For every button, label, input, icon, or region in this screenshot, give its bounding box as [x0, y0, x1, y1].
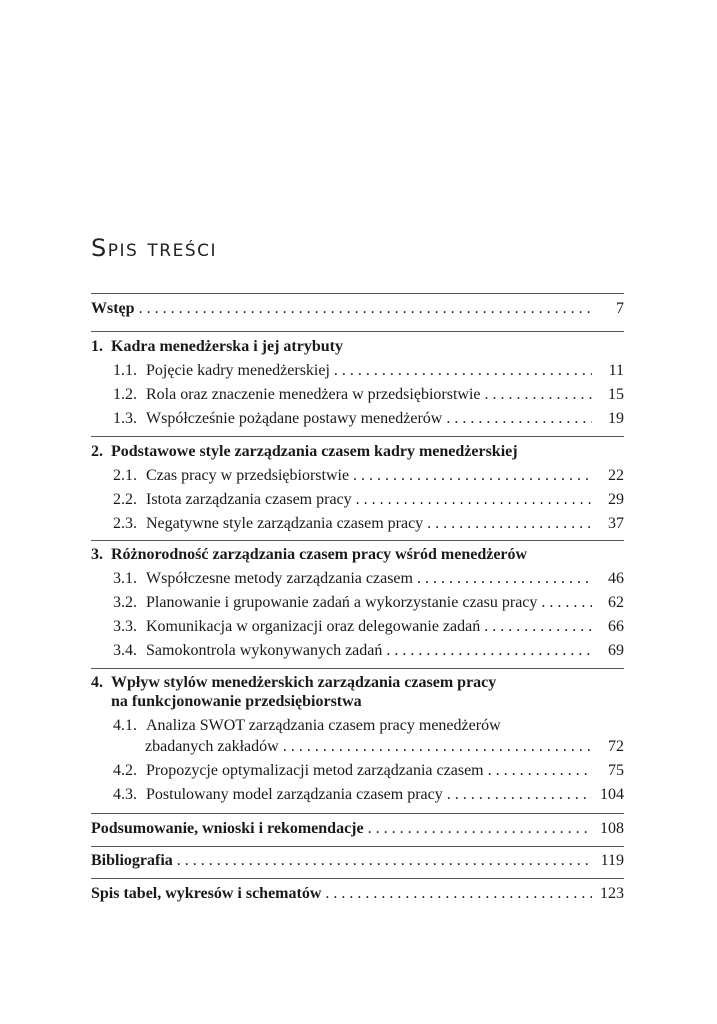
toc-entry-label: Rola oraz znaczenie menedżera w przedsiębiorstwie	[146, 386, 481, 403]
toc-entry-4-3[interactable]	[113, 783, 624, 807]
page-title: Spis treści	[91, 234, 218, 262]
toc-page-number: 15	[608, 386, 624, 403]
toc-entry-tables[interactable]	[91, 882, 624, 906]
dot-leader	[356, 488, 592, 512]
dot-leader	[485, 383, 593, 407]
divider	[91, 436, 624, 437]
toc-page-number: 123	[600, 885, 624, 902]
section-number: 4.1.	[113, 717, 137, 734]
toc-chapter-1-title[interactable]	[91, 335, 343, 359]
toc-entry-label: Propozycje optymalizacji metod zarządzania czasem	[146, 762, 484, 779]
toc-entry-label: Współczesne metody zarządzania czasem	[146, 570, 413, 587]
section-number: 3.1.	[113, 570, 137, 587]
dot-leader	[541, 591, 592, 615]
chapter-number: 2.	[91, 443, 103, 460]
divider	[91, 331, 624, 332]
toc-entry-label: Negatywne style zarządzania czasem pracy	[146, 515, 424, 532]
divider	[91, 846, 624, 847]
section-number: 2.1.	[113, 467, 137, 484]
dot-leader	[283, 735, 592, 759]
toc-entry-intro[interactable]	[91, 297, 624, 321]
toc-entry-label: Planowanie i grupowanie zadań a wykorzystanie czasu pracy	[146, 594, 538, 611]
chapter-number: 3.	[91, 546, 103, 563]
toc-page-number: 11	[608, 362, 624, 379]
toc-entry-4-2[interactable]	[113, 759, 624, 783]
chapter-number: 1.	[91, 338, 103, 355]
chapter-title: Podstawowe style zarządzania czasem kadry menedżerskiej	[111, 443, 518, 460]
toc-chapter-3-title[interactable]	[91, 543, 527, 567]
toc-entry-bibliography[interactable]	[91, 849, 624, 873]
chapter-title-continuation: na funkcjonowanie przedsiębiorstwa	[111, 693, 362, 710]
toc-entry-label: Pojęcie kadry menedżerskiej	[146, 362, 330, 379]
toc-page-number: 19	[608, 410, 624, 427]
dot-leader	[417, 567, 592, 591]
section-number: 4.3.	[113, 786, 137, 803]
toc-entry-label: Współcześnie pożądane postawy menedżerów	[146, 410, 443, 427]
toc-page-number: 69	[608, 642, 624, 659]
toc-entry-label: Spis tabel, wykresów i schematów	[91, 885, 322, 902]
chapter-title: Wpływ stylów menedżerskich zarządzania czasem pracy	[111, 674, 497, 691]
toc-page-number: 104	[600, 786, 624, 803]
chapter-title: Kadra menedżerska i jej atrybuty	[111, 338, 343, 355]
section-number: 1.2.	[113, 386, 137, 403]
dot-leader	[177, 849, 592, 873]
toc-entry-label: Postulowany model zarządzania czasem pracy	[146, 786, 443, 803]
toc-page-number: 108	[600, 820, 624, 837]
divider	[91, 540, 624, 541]
toc-entry-label: Analiza SWOT zarządzania czasem pracy menedżerów	[146, 717, 501, 734]
toc-entry-3-3[interactable]	[113, 615, 624, 639]
toc-entry-4-1-cont[interactable]	[145, 735, 624, 759]
toc-entry-label: Podsumowanie, wnioski i rekomendacje	[91, 820, 364, 837]
toc-page-number: 7	[616, 300, 624, 317]
dot-leader	[139, 297, 592, 321]
toc-chapter-2-title[interactable]	[91, 440, 518, 464]
toc-entry-label: Komunikacja w organizacji oraz delegowanie zadań	[146, 618, 481, 635]
section-number: 2.2.	[113, 491, 137, 508]
dot-leader	[386, 639, 592, 663]
toc-page-number: 29	[608, 491, 624, 508]
dot-leader	[334, 359, 592, 383]
dot-leader	[446, 407, 592, 431]
section-number: 4.2.	[113, 762, 137, 779]
toc-page-number: 66	[608, 618, 624, 635]
dot-leader	[427, 512, 592, 536]
toc-page-number: 72	[608, 738, 624, 755]
section-number: 3.2.	[113, 594, 137, 611]
toc-entry-2-2[interactable]	[113, 488, 624, 512]
toc-page-number: 22	[608, 467, 624, 484]
divider	[91, 813, 624, 814]
toc-page-number: 37	[608, 515, 624, 532]
section-number: 2.3.	[113, 515, 137, 532]
toc-entry-1-3[interactable]	[113, 407, 624, 431]
chapter-title: Różnorodność zarządzania czasem pracy wśród menedżerów	[111, 546, 528, 563]
toc-entry-2-3[interactable]	[113, 512, 624, 536]
dot-leader	[353, 464, 592, 488]
toc-entry-3-4[interactable]	[113, 639, 624, 663]
toc-entry-label-continuation: zbadanych zakładów	[145, 738, 279, 755]
dot-leader	[447, 783, 592, 807]
toc-entry-summary[interactable]	[91, 817, 624, 841]
divider	[91, 878, 624, 879]
divider	[91, 293, 624, 294]
toc-entry-2-1[interactable]	[113, 464, 624, 488]
divider	[91, 668, 624, 669]
toc-entry-label: Wstęp	[91, 300, 135, 317]
section-number: 1.1.	[113, 362, 137, 379]
section-number: 3.4.	[113, 642, 137, 659]
toc-entry-1-1[interactable]	[113, 359, 624, 383]
toc-entry-label: Czas pracy w przedsiębiorstwie	[146, 467, 350, 484]
dot-leader	[488, 759, 592, 783]
chapter-number: 4.	[91, 674, 103, 691]
dot-leader	[325, 882, 592, 906]
toc-entry-3-1[interactable]	[113, 567, 624, 591]
section-number: 3.3.	[113, 618, 137, 635]
toc-page-number: 119	[600, 852, 624, 869]
toc-entry-label: Bibliografia	[91, 852, 173, 869]
toc-entry-label: Istota zarządzania czasem pracy	[146, 491, 352, 508]
toc-chapter-4-title-cont[interactable]	[111, 690, 362, 714]
toc-page-number: 46	[608, 570, 624, 587]
toc-entry-label: Samokontrola wykonywanych zadań	[146, 642, 383, 659]
toc-page-number: 62	[608, 594, 624, 611]
toc-page-number: 75	[608, 762, 624, 779]
toc-entry-3-2[interactable]	[113, 591, 624, 615]
toc-entry-1-2[interactable]	[113, 383, 624, 407]
dot-leader	[368, 817, 592, 841]
section-number: 1.3.	[113, 410, 137, 427]
dot-leader	[484, 615, 592, 639]
